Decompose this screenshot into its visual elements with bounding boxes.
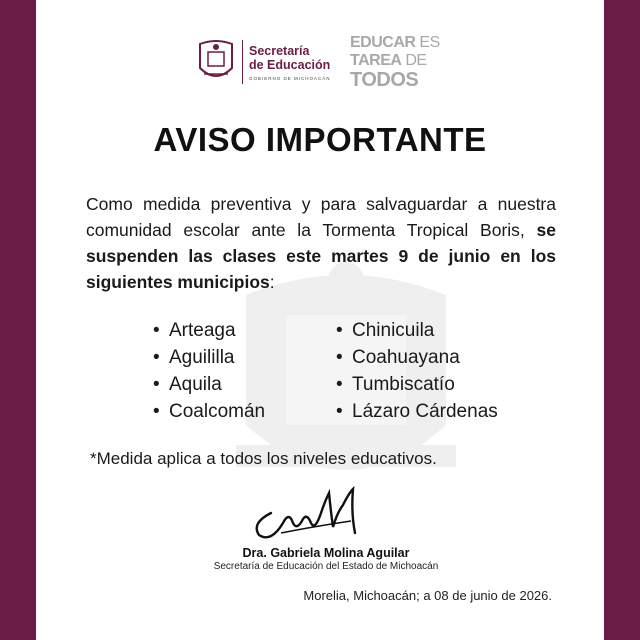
slogan-l2-bold: TAREA [350, 52, 402, 69]
municipio-name: Aguililla [169, 347, 235, 368]
signature-image [241, 483, 381, 545]
list-item [153, 344, 336, 371]
bullet: • [153, 374, 160, 395]
note-text: *Medida aplica a todos los niveles educativos. [90, 449, 437, 468]
slogan-logo [350, 34, 440, 90]
municipio-name: Coalcomán [169, 401, 266, 422]
notice-page [36, 0, 604, 640]
bullet: • [336, 401, 343, 422]
logo-divider [242, 40, 243, 84]
bullet: • [336, 347, 343, 368]
signer-name: Dra. Gabriela Molina Aguilar [242, 546, 410, 560]
list-item [336, 317, 536, 344]
body-end: : [269, 272, 275, 292]
list-item [336, 344, 536, 371]
list-item [336, 398, 536, 425]
bullet: • [153, 401, 160, 422]
bullet: • [336, 374, 343, 395]
bullet: • [336, 320, 343, 341]
list-item [153, 371, 336, 398]
municipios-list [153, 317, 553, 425]
list-item [336, 371, 536, 398]
secretaria-text [249, 44, 331, 81]
municipio-name: Coahuayana [352, 347, 460, 368]
signer-block [36, 546, 604, 572]
notice-body [86, 191, 556, 295]
michoacan-crest-icon [196, 38, 236, 86]
place-date: Morelia, Michoacán; a 08 de junio de 2026. [303, 588, 552, 603]
gobierno-label: GOBIERNO DE MICHOACÁN [249, 75, 331, 81]
notice-title: AVISO IMPORTANTE [153, 121, 487, 158]
body-bold: se suspenden las clases este martes 9 de junio en los siguientes municipios [86, 220, 556, 292]
signer-title: Secretaría de Educación del Estado de Michoacán [213, 561, 439, 572]
municipio-name: Lázaro Cárdenas [352, 401, 498, 422]
municipio-name: Aquila [169, 374, 222, 395]
municipio-name: Arteaga [169, 320, 236, 341]
municipio-name: Chinicuila [352, 320, 435, 341]
secretaria-logo [196, 38, 331, 86]
list-item [153, 317, 336, 344]
list-item [153, 398, 336, 425]
header [36, 30, 604, 100]
bullet: • [153, 347, 160, 368]
slogan-l1-bold: EDUCAR [350, 34, 416, 51]
slogan-l3: TODOS [350, 69, 419, 91]
bullet: • [153, 320, 160, 341]
slogan-l1-thin: ES [415, 34, 440, 51]
secretaria-line2: de Educación [249, 57, 331, 72]
slogan-l2-thin: DE [401, 52, 427, 69]
secretaria-line1: Secretaría [249, 43, 310, 58]
municipio-name: Tumbiscatío [352, 374, 455, 395]
body-intro: Como medida preventiva y para salvaguardar a nuestra comunidad escolar ante la Tormenta Tropical Boris, [86, 194, 556, 240]
